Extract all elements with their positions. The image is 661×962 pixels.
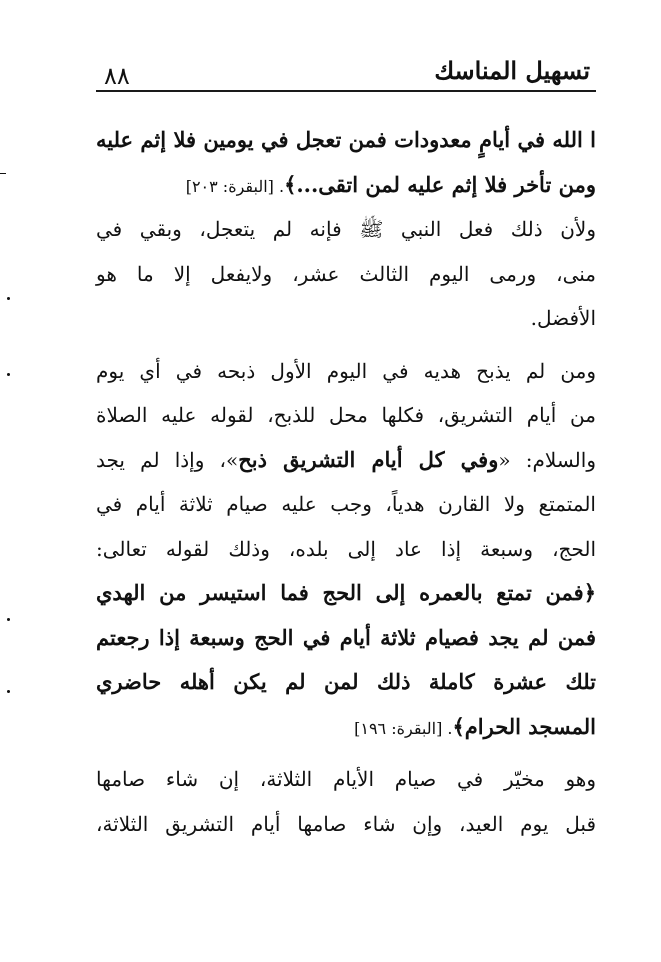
text-line: قبل يوم العيد، وإن شاء صامها أيام التشريق الثلاثة، xyxy=(96,811,596,836)
text-line: وهو مخيّر في صيام الأيام الثلاثة، إن شاء صامها xyxy=(96,767,596,791)
text-fragment: »، وإذا لم يجد xyxy=(96,447,239,472)
text-line xyxy=(96,438,596,483)
text-line: ومن لم يذبح هديه في اليوم الأول ذبحه في أي يوم xyxy=(96,358,596,383)
verse-reference: . [البقرة: ١٩٦] xyxy=(354,718,453,738)
text-line: ﴿فمن تمتع بالعمره إلى الحج فما استيسر من الهدي xyxy=(96,580,596,605)
margin-mark xyxy=(7,297,10,300)
text-line: منى، ورمى اليوم الثالث عشر، ولايفعل إلا ما هو xyxy=(96,261,596,286)
page-header xyxy=(96,50,596,92)
text-line: ا الله في أيامٍ معدودات فمن تعجل في يومين فلا إثم عليه xyxy=(96,127,596,152)
margin-mark xyxy=(7,690,10,693)
body-text xyxy=(96,118,596,846)
quran-verse: ومن تأخر فلا إثم عليه لمن اتقى...﴾ xyxy=(284,171,596,197)
hadith-quote: وفي كل أيام التشريق ذبح xyxy=(238,446,499,472)
text-line: الأفضل. xyxy=(530,306,596,330)
text-line: من أيام التشريق، فكلها محل للذبح، لقوله عليه الصلاة xyxy=(96,403,596,427)
page-number: ٨٨ xyxy=(104,62,130,90)
margin-mark xyxy=(0,173,6,174)
text-line xyxy=(96,705,596,750)
quran-verse: المسجد الحرام﴾ xyxy=(452,713,596,739)
verse-reference: . [البقرة: ٢٠٣] xyxy=(185,176,285,196)
text-line xyxy=(96,163,596,208)
text-fragment: والسلام: « xyxy=(498,447,596,472)
margin-mark xyxy=(7,373,10,376)
running-title: تسهيل المناسك xyxy=(434,56,590,85)
margin-mark xyxy=(7,618,10,621)
text-line: تلك عشرة كاملة ذلك لمن لم يكن أهله حاضري xyxy=(96,669,596,694)
text-line: المتمتع ولا القارن هدياً، وجب عليه صيام ثلاثة أيام في xyxy=(96,492,596,516)
text-line: الحج، وسبعة إذا عاد إلى بلده، وذلك لقوله تعالى: xyxy=(96,536,596,561)
text-line: ولأن ذلك فعل النبي ﷺ فإنه لم يتعجل، وبقي في xyxy=(96,217,596,241)
text-line: فمن لم يجد فصيام ثلاثة أيام في الحج وسبعة إذا رجعتم xyxy=(96,624,596,650)
